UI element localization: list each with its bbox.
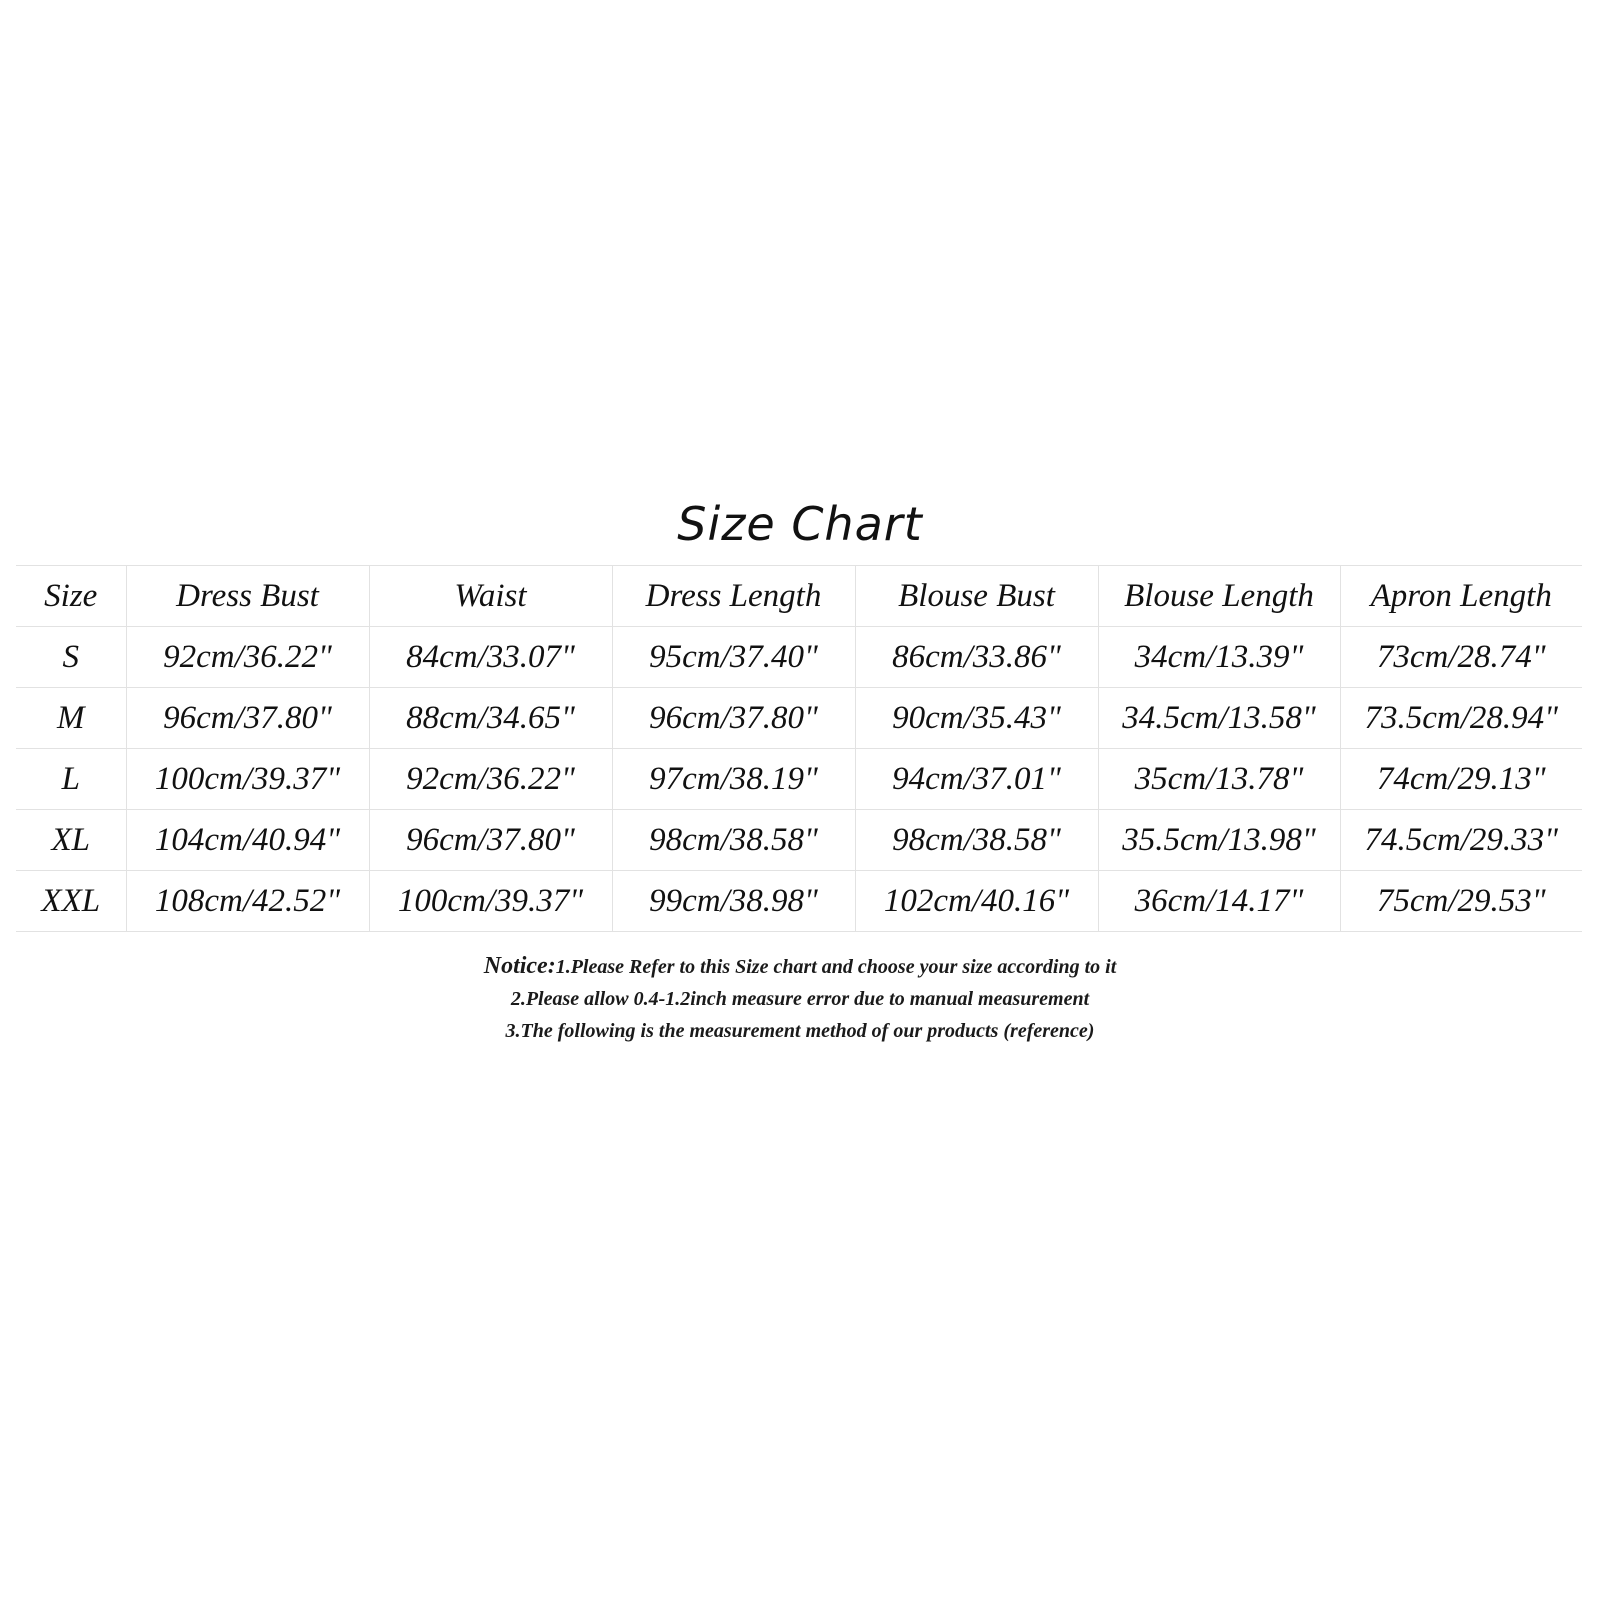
table-row (16, 688, 1582, 749)
notice-text-1: 1.Please Refer to this Size chart and choose your size according to it (555, 956, 1117, 978)
table-cell: 95cm/37.40" (612, 627, 855, 688)
table-cell: 73cm/28.74" (1340, 627, 1582, 688)
table-cell: 96cm/37.80" (126, 688, 369, 749)
table-row (16, 627, 1582, 688)
table-cell: 92cm/36.22" (369, 749, 612, 810)
table-cell: 96cm/37.80" (369, 810, 612, 871)
table-cell: 96cm/37.80" (612, 688, 855, 749)
table-row (16, 749, 1582, 810)
column-header-waist: Waist (369, 566, 612, 627)
table-cell: 34.5cm/13.58" (1098, 688, 1340, 749)
table-cell: 74.5cm/29.33" (1340, 810, 1582, 871)
table-cell: 90cm/35.43" (855, 688, 1098, 749)
table-cell: 86cm/33.86" (855, 627, 1098, 688)
size-cell: M (16, 688, 126, 749)
table-cell: 92cm/36.22" (126, 627, 369, 688)
table-cell: 35cm/13.78" (1098, 749, 1340, 810)
table-cell: 102cm/40.16" (855, 871, 1098, 932)
size-cell: L (16, 749, 126, 810)
table-cell: 99cm/38.98" (612, 871, 855, 932)
table-header-row (16, 566, 1582, 627)
table-cell: 94cm/37.01" (855, 749, 1098, 810)
table-row (16, 810, 1582, 871)
table-cell: 98cm/38.58" (855, 810, 1098, 871)
size-cell: XL (16, 810, 126, 871)
column-header-apron-length: Apron Length (1340, 566, 1582, 627)
notice-line-1 (0, 950, 1600, 983)
column-header-size: Size (16, 566, 126, 627)
table-cell: 104cm/40.94" (126, 810, 369, 871)
table-row (16, 871, 1582, 932)
table-cell: 100cm/39.37" (126, 749, 369, 810)
table-cell: 100cm/39.37" (369, 871, 612, 932)
table-cell: 108cm/42.52" (126, 871, 369, 932)
size-chart-title: Size Chart (677, 497, 923, 551)
size-chart-table (16, 565, 1582, 932)
table-cell: 88cm/34.65" (369, 688, 612, 749)
size-cell: XXL (16, 871, 126, 932)
notice-line-3: 3.The following is the measurement method of our products (reference) (505, 1020, 1095, 1042)
notice-line-2: 2.Please allow 0.4-1.2inch measure error due to manual measurement (510, 988, 1090, 1010)
table-cell: 98cm/38.58" (612, 810, 855, 871)
column-header-dress-length: Dress Length (612, 566, 855, 627)
column-header-blouse-bust: Blouse Bust (855, 566, 1098, 627)
column-header-dress-bust: Dress Bust (126, 566, 369, 627)
table-cell: 34cm/13.39" (1098, 627, 1340, 688)
table-cell: 35.5cm/13.98" (1098, 810, 1340, 871)
size-cell: S (16, 627, 126, 688)
column-header-blouse-length: Blouse Length (1098, 566, 1340, 627)
table-cell: 84cm/33.07" (369, 627, 612, 688)
table-cell: 73.5cm/28.94" (1340, 688, 1582, 749)
table-cell: 97cm/38.19" (612, 749, 855, 810)
table-cell: 74cm/29.13" (1340, 749, 1582, 810)
table-cell: 36cm/14.17" (1098, 871, 1340, 932)
notice-label: Notice: (483, 953, 556, 979)
notice-block (0, 950, 1600, 1047)
table-cell: 75cm/29.53" (1340, 871, 1582, 932)
